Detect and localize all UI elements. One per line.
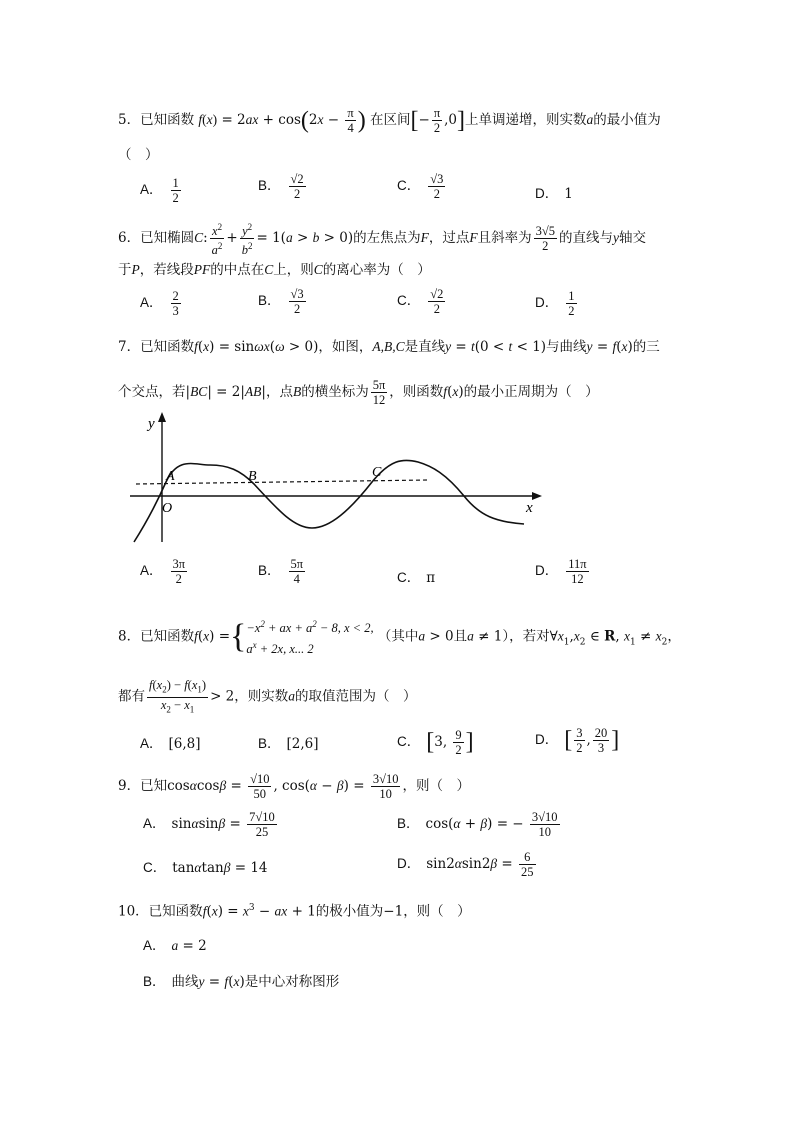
point-a-label: A <box>166 469 175 484</box>
y-axis-arrow <box>158 412 166 422</box>
q10-option-b[interactable]: B． 曲线y = f(x)是中心对称图形 <box>143 974 340 990</box>
q5-option-d[interactable]: D． 1 <box>535 186 573 202</box>
q7-option-d[interactable]: D． $\frac{11\pi}{12}$ <box>535 557 587 586</box>
q8-stem-line2: 都有 $\frac{f(x_2) - f(x_1)}{x_2 - x_1}$ > 2，则实数a的取值范围为（ ） <box>118 678 417 714</box>
q6-option-d[interactable]: D． $\frac{1}{2}$ <box>535 289 575 318</box>
q7-option-a[interactable]: A． $\frac{3\pi}{2}$ <box>140 557 186 586</box>
q8-option-d[interactable]: D． [ $\frac{3}{2}$ , $\frac{20}{3}$ ] <box>535 726 620 755</box>
q7-option-c[interactable]: C． π <box>397 570 436 586</box>
q5-option-a[interactable]: A． $\frac{1}{2}$ <box>140 176 179 205</box>
q8-option-c[interactable]: C． [3, $\frac{9}{2}$ ] <box>397 728 474 757</box>
x-axis-arrow <box>532 492 542 500</box>
q8-option-a[interactable]: A． [6,8] <box>140 736 201 752</box>
q8-option-b[interactable]: B． [2,6] <box>258 736 319 752</box>
q9-stem: 9．已知cosαcosβ = $\frac{√10}{50}$ , cos(α − β) = $\frac{3√10}{10}$ ，则（ ） <box>118 772 470 801</box>
x-axis-label: x <box>526 500 533 516</box>
q10-stem: 10．已知函数$f(x) = x^3$ − ax + 1的极小值为−1，则（ ） <box>118 903 471 920</box>
q9-option-d[interactable]: D． sin2αsin2β = $\frac{6}{25}$ <box>397 850 534 879</box>
q6-option-b[interactable]: B． $\frac{√3}{2}$ <box>258 287 304 316</box>
q6-option-c[interactable]: C． $\frac{√2}{2}$ <box>397 287 444 316</box>
sine-curve <box>134 460 524 542</box>
q9-option-a[interactable]: A． sinαsinβ = $\frac{7√10}{25}$ <box>143 810 275 839</box>
q9-option-c[interactable]: C． tanαtanβ = 14 <box>143 860 268 876</box>
line-y-equals-t <box>136 480 428 484</box>
q7-stem-line2: 个交点，若|BC| = 2|AB|，点B的横坐标为 $\frac{5\pi}{12}$ ，则函数f(x)的最小正周期为（ ） <box>118 378 599 407</box>
y-axis-label: y <box>148 416 155 432</box>
q6-stem: 6．已知椭圆C: $\frac{x^2}{a^2}$ + $\frac{y^2}{b^2}$ = 1(a > b > 0)的左焦点为F，过点F且斜率为 $\frac{3√5}{2}$ 的直线与y轴交 <box>118 222 646 258</box>
q7-stem: 7．已知函数f(x) = sinωx(ω > 0)，如图，A,B,C是直线y = t(0 < t < 1)与曲线y = f(x)的三 <box>118 339 660 355</box>
q7-option-b[interactable]: B． $\frac{5\pi}{4}$ <box>258 557 304 586</box>
q5-stem: 5．已知函数 f(x) = 2ax + cos(2x − $\frac{\pi}{4}$ ) 在区间[− $\frac{\pi}{2}$ ,0]上单调递增，则实数a的最小值为 <box>118 106 661 135</box>
point-b-label: B <box>248 469 257 484</box>
q6-option-a[interactable]: A． $\frac{2}{3}$ <box>140 289 179 318</box>
q7-graph <box>128 410 548 545</box>
q5-option-c[interactable]: C． $\frac{√3}{2}$ <box>397 172 444 201</box>
q6-stem-line2: 于P，若线段PF的中点在C上，则C的离心率为（ ） <box>118 262 431 278</box>
q5-option-b[interactable]: B． $\frac{√2}{2}$ <box>258 172 304 201</box>
q10-option-a[interactable]: A． a = 2 <box>143 938 207 954</box>
q8-stem: 8．已知函数$f(x) =\{-x^2$ + ax + $a^2 - 8$, x < 2, $a^x + 2x$, x... 2 （其中a > 0且a ≠ 1），若对$\forall x_1,x_2$ ∈ R, $x_1 \ne x_2$， <box>118 618 681 657</box>
point-c-label: C <box>372 465 382 480</box>
origin-label: O <box>162 501 173 516</box>
q9-option-b[interactable]: B． cos(α + β) = − $\frac{3√10}{10}$ <box>397 810 558 839</box>
q5-paren: （ ） <box>118 147 159 163</box>
q5-lead: 5．已知函数 <box>118 112 195 128</box>
